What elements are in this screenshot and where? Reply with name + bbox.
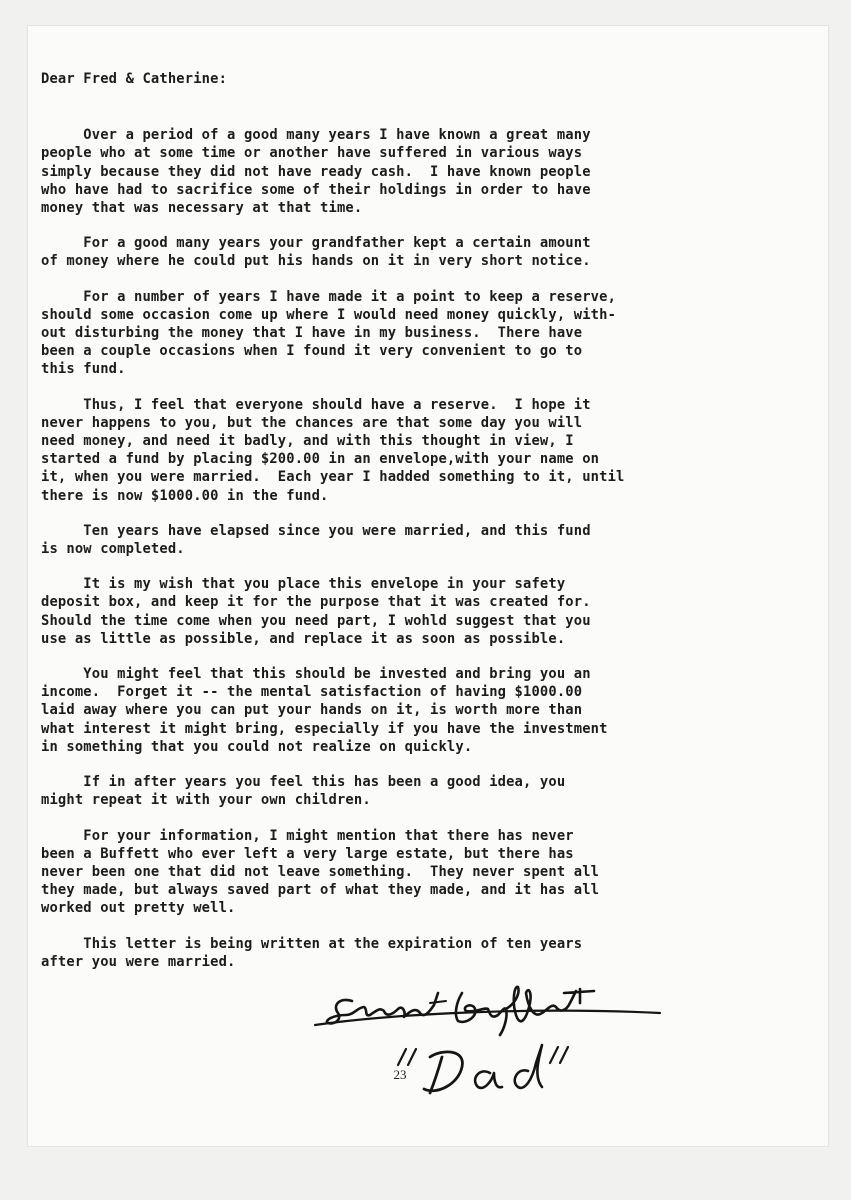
paragraph: [41, 522, 781, 558]
paragraph: [41, 234, 781, 270]
text-line: For a good many years your grandfather kept a certain amount: [41, 235, 591, 252]
text-line: it, when you were married. Each year I hadded something to it, until: [41, 469, 625, 486]
text-line: what interest it might bring, especially if you have the investment: [41, 720, 608, 737]
paragraph: [41, 575, 781, 648]
text-line: deposit box, and keep it for the purpose that it was created for.: [41, 594, 591, 611]
text-line: If in after years you feel this has been a good idea, you: [41, 774, 566, 791]
paragraph: [41, 827, 781, 918]
text-line: Ten years have elapsed since you were married, and this fund: [41, 522, 591, 539]
paragraph: [41, 396, 781, 505]
text-line: use as little as possible, and replace it as soon as possible.: [41, 630, 566, 647]
text-line: been a Buffett who ever left a very large estate, but there has: [41, 845, 574, 862]
letter-body: [41, 70, 781, 988]
text-line: might repeat it with your own children.: [41, 792, 371, 809]
paragraph: [41, 288, 781, 379]
text-line: is now completed.: [41, 541, 185, 558]
page-number: 23: [393, 1067, 407, 1082]
text-line: need money, and need it badly, and with this thought in view, I: [41, 433, 574, 450]
text-line: money that was necessary at that time.: [41, 200, 363, 217]
paragraph: [41, 773, 781, 809]
text-line: been a couple occasions when I found it very convenient to go to: [41, 343, 583, 360]
text-line: out disturbing the money that I have in my business. There have: [41, 325, 583, 342]
text-line: in something that you could not realize on quickly.: [41, 738, 473, 755]
text-line: For your information, I might mention that there has never: [41, 827, 574, 844]
paragraph: [41, 665, 781, 756]
salutation: Dear Fred & Catherine:: [41, 71, 228, 87]
handwritten-signature: [280, 963, 680, 1113]
text-line: never happens to you, but the chances are that some day you will: [41, 414, 583, 431]
text-line: Thus, I feel that everyone should have a reserve. I hope it: [41, 396, 591, 413]
text-line: after you were married.: [41, 953, 236, 970]
text-line: they made, but always saved part of what they made, and it has all: [41, 882, 600, 899]
text-line: never been one that did not leave something. They never spent all: [41, 863, 600, 880]
text-line: should some occasion come up where I would need money quickly, with-: [41, 306, 617, 323]
text-line: started a fund by placing $200.00 in an envelope,with your name on: [41, 451, 600, 468]
paragraph: [41, 126, 781, 217]
text-line: Should the time come when you need part, I wohld suggest that you: [41, 612, 591, 629]
text-line: laid away where you can put your hands on it, is worth more than: [41, 702, 583, 719]
text-line: who have had to sacrifice some of their holdings in order to have: [41, 181, 591, 198]
text-line: It is my wish that you place this envelope in your safety: [41, 576, 566, 593]
text-line: this fund.: [41, 361, 126, 378]
text-line: of money where he could put his hands on it in very short notice.: [41, 253, 591, 270]
text-line: Over a period of a good many years I have known a great many: [41, 127, 591, 144]
text-line: simply because they did not have ready cash. I have known people: [41, 163, 591, 180]
text-line: there is now $1000.00 in the fund.: [41, 487, 329, 504]
text-line: income. Forget it -- the mental satisfaction of having $1000.00: [41, 684, 583, 701]
text-line: people who at some time or another have suffered in various ways: [41, 145, 583, 162]
text-line: For a number of years I have made it a point to keep a reserve,: [41, 288, 617, 305]
text-line: You might feel that this should be invested and bring you an: [41, 666, 591, 683]
text-line: This letter is being written at the expiration of ten years: [41, 935, 583, 952]
text-line: worked out pretty well.: [41, 900, 236, 917]
